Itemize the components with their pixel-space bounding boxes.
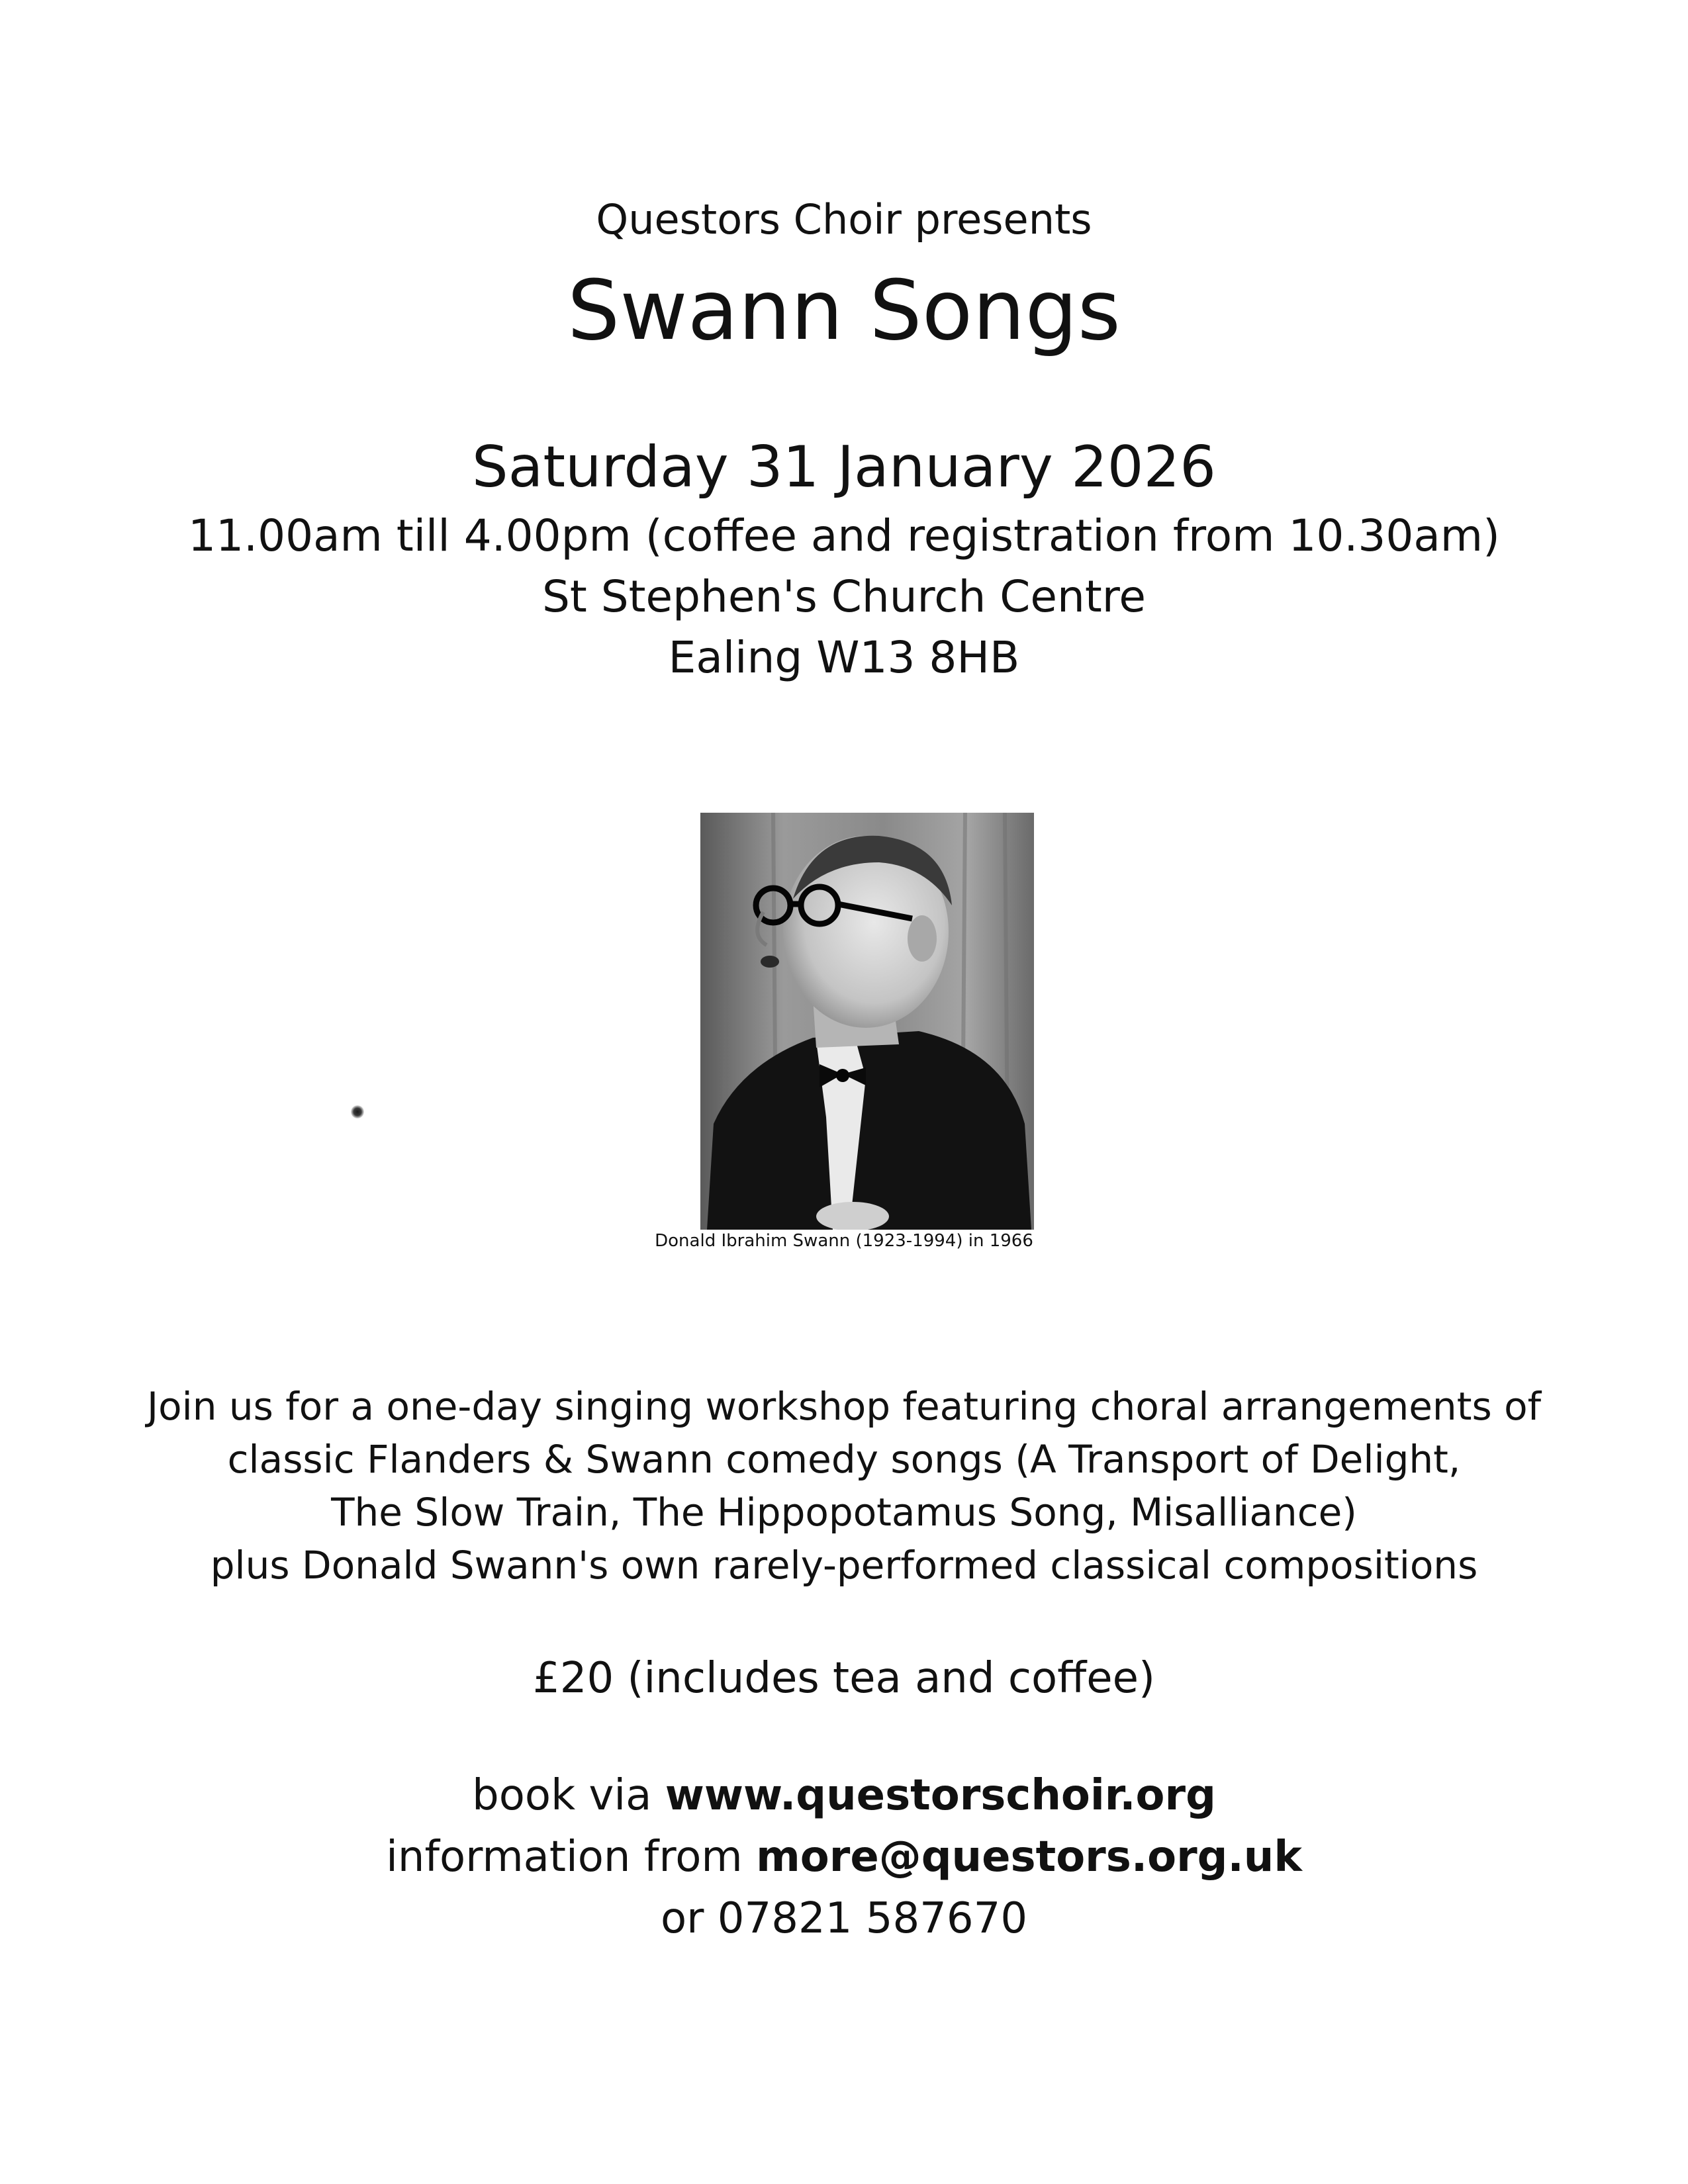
portrait-illustration [700,813,1034,1230]
description-line: Join us for a one-day singing workshop featuring choral arrangements of [146,1384,1541,1429]
presenter-line: Questors Choir presents [596,195,1092,244]
scan-speck [351,1105,364,1118]
event-venue: St Stephen's Church Centre [541,571,1146,622]
workshop-description [0,1380,1688,1592]
event-date: Saturday 31 January 2026 [472,434,1216,500]
event-times: 11.00am till 4.00pm (coffee and registration from 10.30am) [188,510,1500,561]
photo-caption: Donald Ibrahim Swann (1923-1994) in 1966 [655,1231,1033,1251]
email-link[interactable]: more@questors.org.uk [756,1833,1302,1882]
event-title: Swann Songs [567,263,1121,359]
event-location: Ealing W13 8HB [668,632,1020,683]
price-line: £20 (includes tea and coffee) [533,1654,1155,1703]
phone-line: or 07821 587670 [660,1894,1028,1943]
description-line: classic Flanders & Swann comedy songs (A Transport of Delight, [227,1437,1461,1482]
description-line: plus Donald Swann's own rarely-performed classical compositions [210,1543,1478,1588]
info-prefix: information from [386,1833,757,1882]
booking-prefix: book via [472,1771,665,1820]
booking-line [0,1770,1688,1821]
portrait-photo [700,813,1034,1230]
info-line [0,1832,1688,1883]
website-link[interactable]: www.questorschoir.org [665,1771,1216,1820]
description-line: The Slow Train, The Hippopotamus Song, Misalliance) [331,1490,1357,1535]
